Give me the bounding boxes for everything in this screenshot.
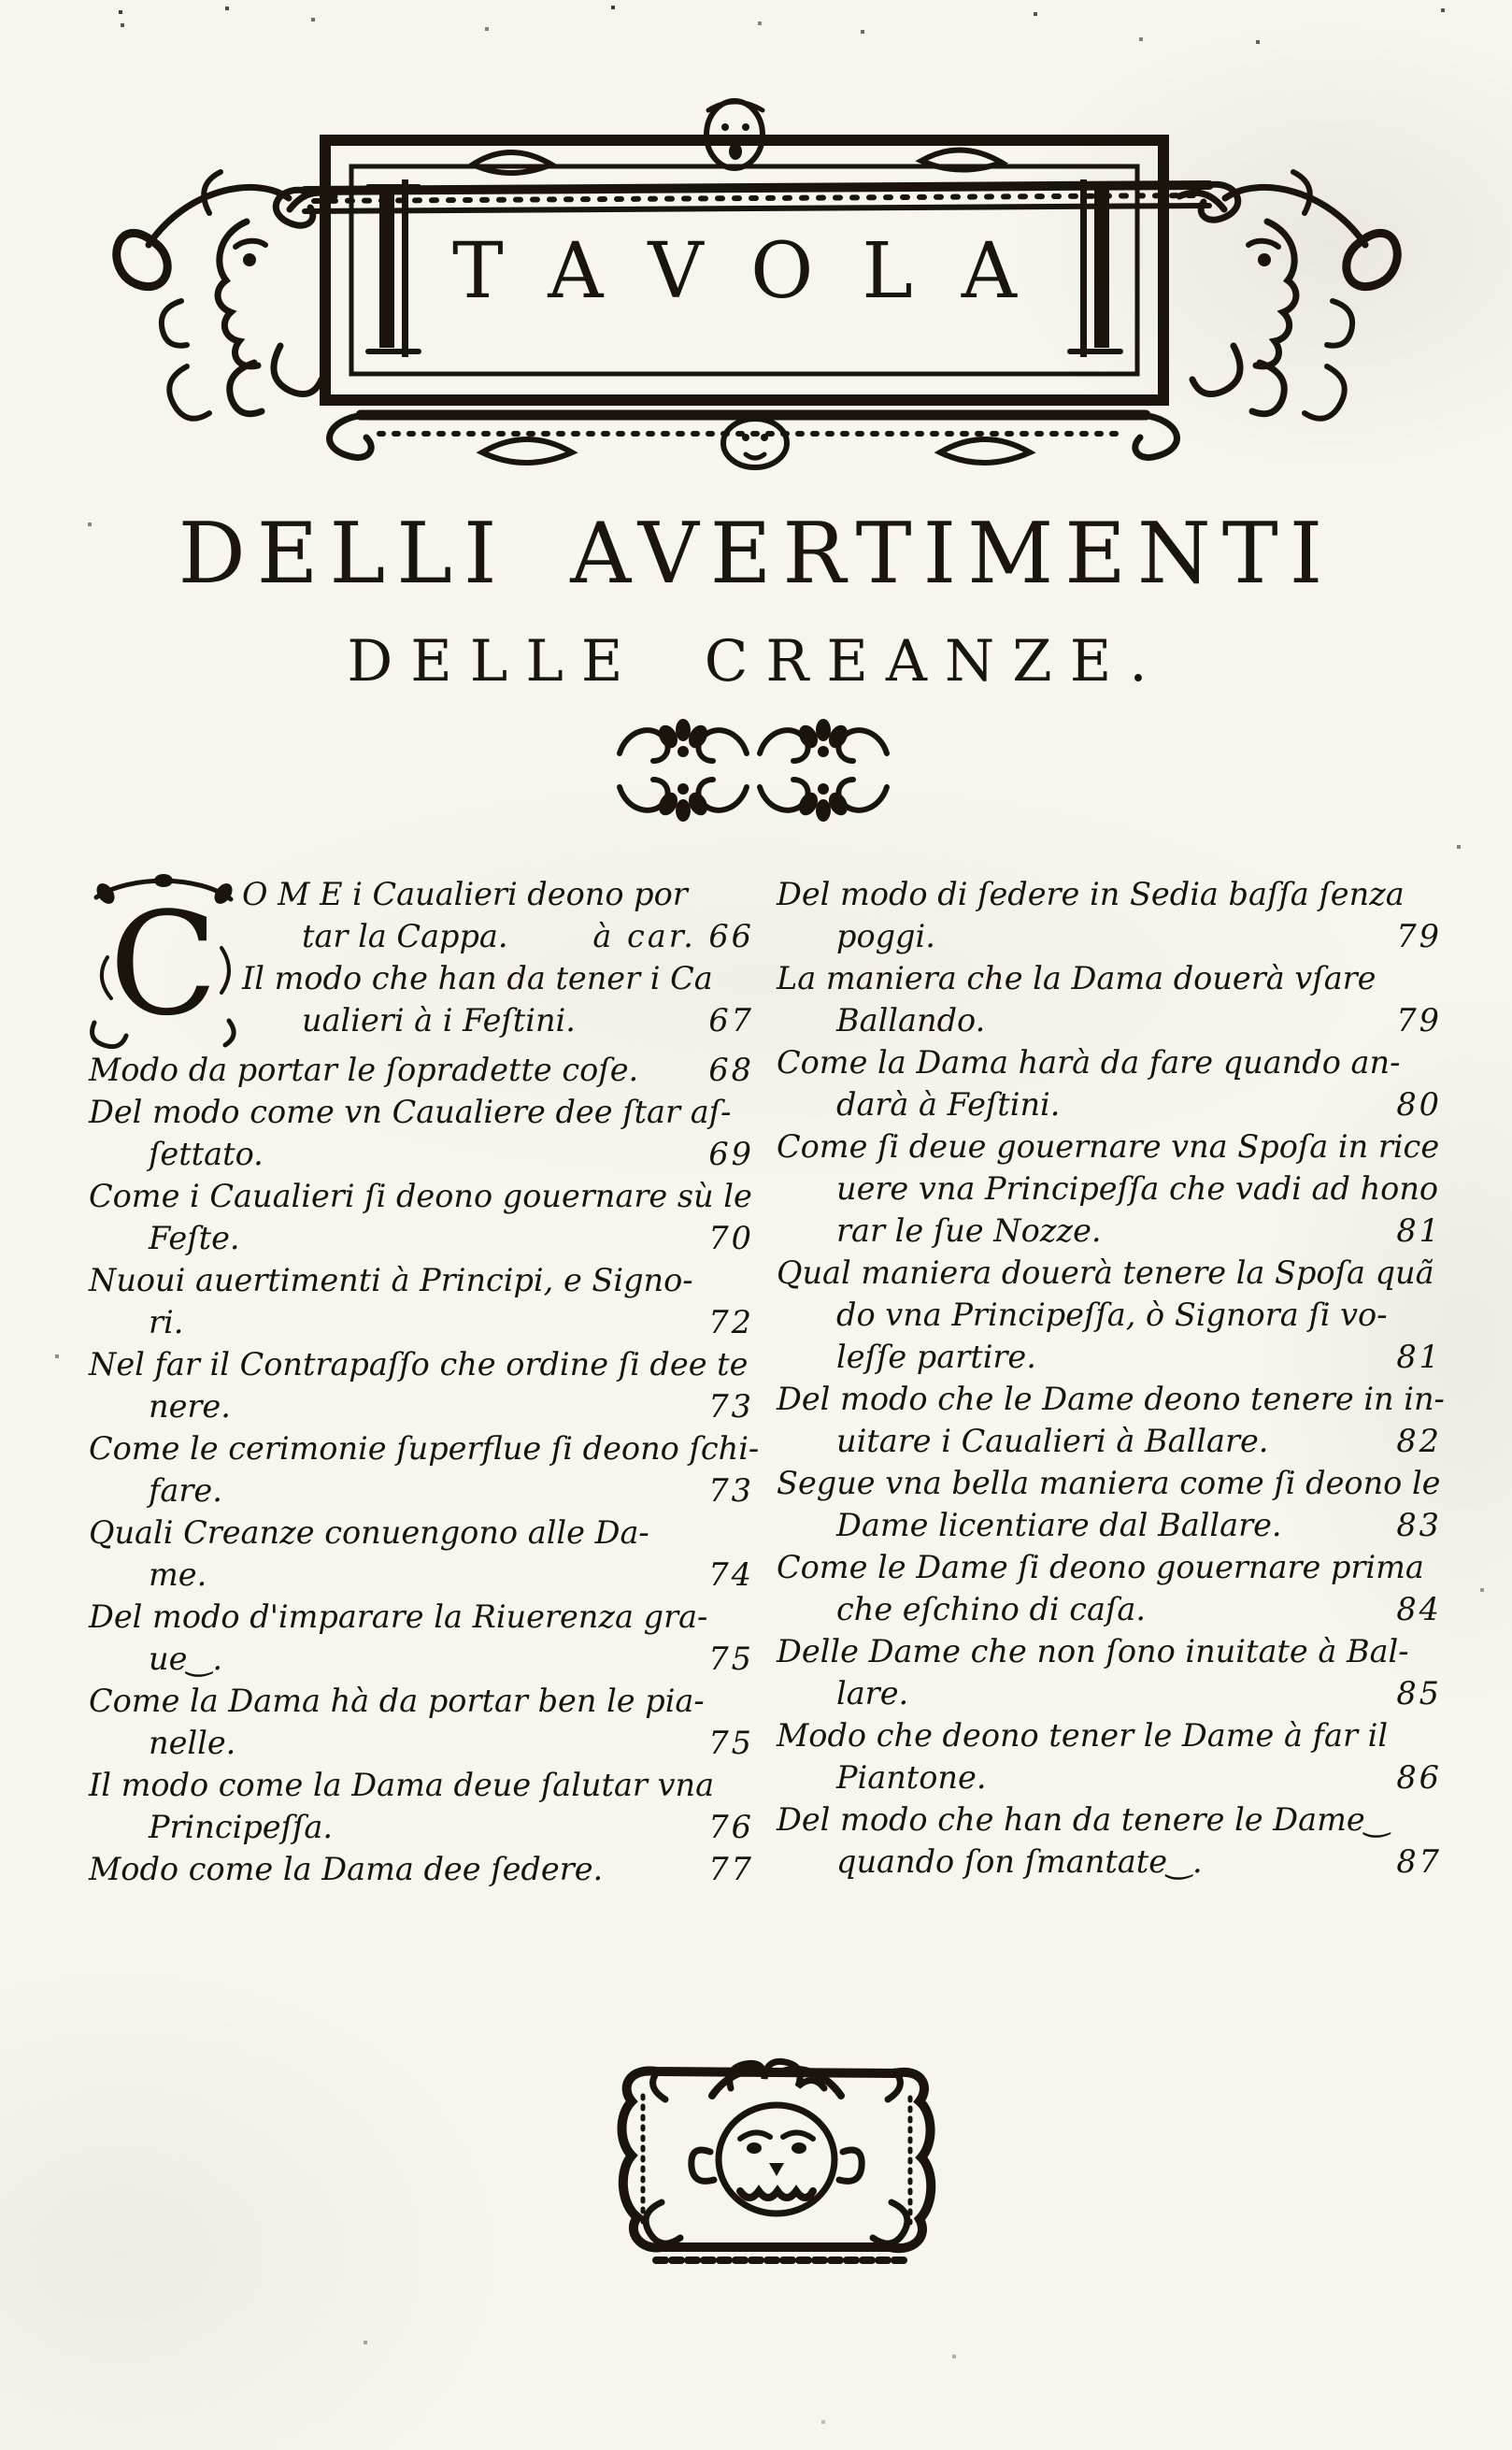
toc-entry-text: quando ſon ſmantate‿. [836,1843,1203,1880]
toc-page-number: 81 [1396,1339,1442,1375]
toc-entry [89,1848,754,1890]
tavola-title: TAVOLA [451,227,1066,316]
scan-speckles [0,0,2,2]
toc-entry-text: lare. [836,1675,909,1712]
toc-entry-line: Modo che deono tener le Dame à far il [777,1717,1389,1754]
tailpiece-ornament [600,2040,953,2285]
toc-entry [89,1512,754,1596]
toc-entry-text: darà à Feſtini. [836,1086,1061,1123]
toc-entry-line: Del modo che han da tenere le Dame‿ [777,1801,1391,1838]
toc-entry-line: Del modo d'imparare la Riuerenza gra- [89,1598,708,1635]
toc-entry [777,873,1442,957]
right-entries [777,873,1445,1883]
toc-page-number: 87 [1396,1843,1442,1880]
table-of-contents [89,873,1445,1890]
toc-entry-text: Dame licentiare dal Ballare. [836,1507,1282,1543]
toc-page-number: 82 [1396,1423,1442,1459]
toc-entry-line: Nel far il Contrapaſſo che ordine ſi dee te [89,1346,749,1383]
toc-entry-line-with-page [89,1385,754,1427]
toc-entry-line-with-page [89,1469,754,1512]
toc-entry [777,1546,1442,1630]
toc-entry [242,957,754,1041]
toc-entry-line: Delle Dame che non ſono inuitate à Bal- [777,1633,1409,1669]
toc-entry-text: uitare i Caualieri à Ballare. [836,1423,1269,1459]
left-entries [89,1049,760,1890]
toc-page-number: 79 [1396,1002,1442,1039]
toc-entry-line-with-page [89,1049,754,1091]
drop-cap-initial [89,873,238,1049]
toc-entry [89,1680,754,1764]
toc-entry [777,1041,1442,1125]
toc-entry-text: Ballando. [836,1002,986,1039]
toc-page-number: 69 [708,1136,754,1172]
toc-entry-line: do vna Principeſſa, ò Signora ſi vo- [836,1297,1388,1333]
toc-entry [777,1252,1442,1378]
toc-entry-text: ſettato. [149,1136,264,1172]
cap-entries [242,873,754,1041]
toc-entry-line: Come le cerimonie ſuperflue ſi deono ſchi- [89,1430,760,1467]
toc-entry [777,1462,1442,1546]
toc-entry [89,1596,754,1680]
toc-entry-text: Feſte. [149,1220,240,1256]
toc-page-number: 74 [708,1556,754,1593]
toc-page-number: 83 [1396,1507,1442,1543]
toc-entry-line-with-page [89,1806,754,1848]
toc-entry [89,1343,754,1427]
toc-entry [89,1259,754,1343]
toc-entry-line: Segue vna bella maniera come ſi deono le [777,1465,1441,1501]
toc-entry [89,1764,754,1848]
toc-entry-line-with-page [777,1210,1442,1252]
toc-entry-line-with-page [777,915,1442,957]
toc-page-number: 72 [708,1304,754,1340]
toc-page-number: 73 [708,1388,754,1425]
toc-entry-line: Come le Dame ſi deono gouernare prima [777,1549,1424,1585]
toc-entry-line: Qual maniera douerà tenere la Spoſa quã [777,1254,1434,1291]
toc-entry-line: Del modo che le Dame deono tenere in in- [777,1381,1445,1417]
toc-entry-text: tar la Cappa. [302,918,508,954]
toc-entry [89,1427,760,1512]
toc-entry-line: Come la Dama hà da portar ben le pia- [89,1683,705,1719]
toc-column-left [89,873,760,1890]
drop-cap-letter: C [108,881,219,1047]
toc-entry-text: che eſchino di caſa. [836,1591,1147,1627]
toc-page-number: 77 [708,1851,754,1887]
toc-entry-text: fare. [149,1472,222,1509]
toc-entry-text: leſſe partire. [836,1339,1036,1375]
toc-entry [777,1125,1442,1252]
toc-entry-text: rar le ſue Nozze. [836,1212,1102,1249]
toc-entry-text: Modo come la Dama dee ſedere. [89,1851,604,1887]
toc-entry [777,1378,1445,1462]
fleuron-divider [558,716,954,826]
toc-entry-line: Del modo di ſedere in Sedia baſſa ſenza [777,876,1405,912]
toc-entry [89,1091,754,1175]
toc-page-number: 86 [1396,1759,1442,1796]
toc-entry-line-with-page [89,1133,754,1175]
toc-entry-text: nelle. [149,1725,236,1761]
toc-entry [89,1175,754,1259]
toc-entry-line-with-page [89,1217,754,1259]
toc-page-number: 84 [1396,1591,1442,1627]
toc-entry-line-with-page [89,1554,754,1596]
toc-entry-line: Quali Creanze conuengono alle Da- [89,1514,649,1551]
tavola-cartouche-icon [80,86,1434,490]
toc-entry-text: poggi. [836,918,935,954]
toc-entry-text: ri. [149,1304,184,1340]
toc-entry [777,1714,1442,1798]
toc-page-number: 68 [708,1052,754,1088]
toc-entry-line: Il modo come la Dama deue ſalutar vna [89,1767,715,1803]
toc-entry-line: Il modo che han da tener i Ca [242,960,713,996]
toc-entry-line-with-page [89,1638,754,1680]
toc-entry [777,1798,1442,1883]
toc-page-number: 85 [1396,1675,1442,1712]
tavola-banner [80,86,1434,490]
toc-page-number: 79 [1396,918,1442,954]
toc-entry-line-with-page [777,1588,1442,1630]
toc-entry-text: me. [149,1556,207,1593]
toc-entry-line: Nuoui auertimenti à Principi, e Signo- [89,1262,693,1298]
toc-entry-line: Come la Dama harà da fare quando an- [777,1044,1401,1081]
toc-page-number: 73 [708,1472,754,1509]
toc-entry-text: Piantone. [836,1759,987,1796]
heading-line2: DELLE CREANZE. [347,628,1165,695]
toc-entry-line: Come i Caualieri ſi deono gouernare sù le [89,1178,752,1214]
toc-page-number: 80 [1396,1086,1442,1123]
toc-entry-line-with-page [777,1756,1442,1798]
toc-entry-line-with-page [89,1848,754,1890]
toc-entry-line-with-page [89,1722,754,1764]
toc-entry-line: La maniera che la Dama douerà vſare [777,960,1376,996]
toc-entry [89,1049,754,1091]
toc-entry-text: ue‿. [149,1640,222,1677]
toc-entry-line-with-page [89,1301,754,1343]
toc-entry-line: uere vna Principeſſa che vadi ad hono [836,1170,1439,1207]
toc-entry-line: O M E i Caualieri deono por [242,876,688,912]
toc-page-number: 75 [708,1640,754,1677]
toc-entry-line-with-page [777,999,1442,1041]
toc-entry-line-with-page [777,1420,1442,1462]
toc-entry [242,873,754,957]
toc-page-number: 70 [708,1220,754,1256]
toc-entry [777,1630,1442,1714]
heading-line1: DELLI AVERTIMENTI [178,505,1334,603]
toc-entry-line-with-page [777,1841,1442,1883]
lion-mask-tailpiece-icon [600,2040,953,2285]
toc-page-number: 81 [1396,1212,1442,1249]
toc-entry-text: ualieri à i Feſtini. [302,1002,576,1039]
toc-entry-text: Modo da portar le ſopradette coſe. [89,1052,639,1088]
toc-entry-text: nere. [149,1388,231,1425]
toc-entry-line: Come ſi deue gouernare vna Spoſa in rice [777,1128,1440,1165]
toc-page-number: à car. 66 [592,918,754,954]
toc-entry-line: Del modo come vn Caualiere dee ſtar aſ- [89,1094,732,1130]
toc-entry-line-with-page [777,1336,1442,1378]
toc-entry-line-with-page [777,1504,1442,1546]
toc-entry-line-with-page [242,915,754,957]
toc-entry [777,957,1442,1041]
toc-entry-line-with-page [242,999,754,1041]
toc-column-right [777,873,1445,1890]
foliate-initial-C-icon [89,873,238,1049]
toc-page-number: 75 [708,1725,754,1761]
fleuron-cluster-icon [558,716,954,826]
toc-entry-line-with-page [777,1672,1442,1714]
toc-entry-text: Principeſſa. [149,1809,334,1845]
drop-cap-row [89,873,754,1049]
toc-page-number: 67 [708,1002,754,1039]
toc-entry-line-with-page [777,1083,1442,1125]
toc-page-number: 76 [708,1809,754,1845]
